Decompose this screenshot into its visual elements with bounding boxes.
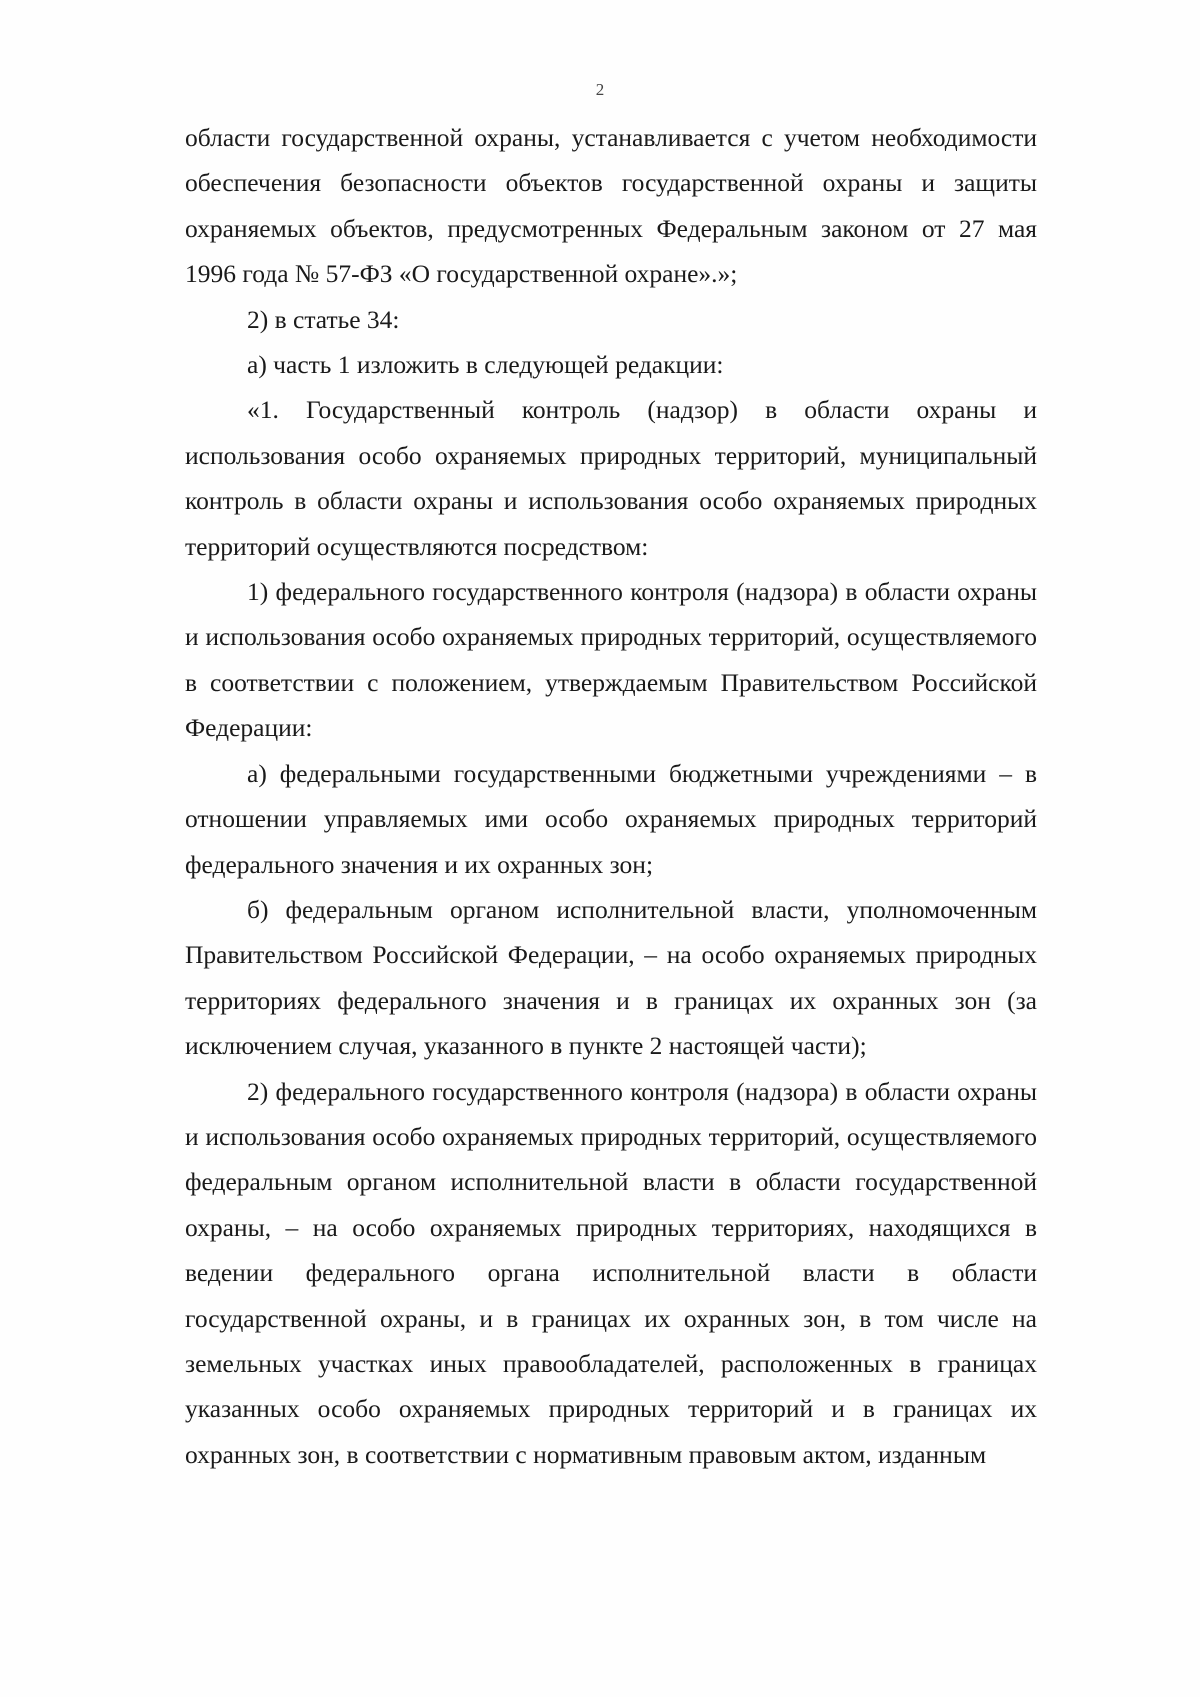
paragraph-part-1-intro: а) часть 1 изложить в следующей редакции: [247,350,724,380]
document-body [185,115,1037,1477]
paragraph-part-1-text: «1. Государственный контроль (надзор) в области охраны и использования особо охраняемых природных территорий, муниципальный контроль в области охраны и использования особо охраняемых природных территорий осуществляются посредством: [185,395,1037,561]
paragraph-continuation: области государственной охраны, устанавливается с учетом необходимости обеспечения безопасности объектов государственной охраны и защиты охраняемых объектов, предусмотренных Федеральным законом от 27 мая 1996 года № 57-ФЗ «О государственной охране».»; [185,123,1037,289]
paragraph-subitem-a: а) федеральными государственными бюджетными учреждениями – в отношении управляемых ими особо охраняемых природных территорий федерального значения и их охранных зон; [185,758,1037,879]
paragraph-article-34: 2) в статье 34: [247,304,400,334]
paragraph-subitem-b: б) федеральным органом исполнительной власти, уполномоченным Правительством Российской Федерации, – на особо охраняемых природных территориях федерального значения и в границах их охранных зон (за исключением случая, указанного в пункте 2 настоящей части); [185,894,1037,1061]
paragraph-item-2: 2) федерального государственного контроля (надзора) в области охраны и использования особо охраняемых природных территорий, осуществляемого федеральным органом исполнительной власти в области государственной охраны, – на особо охраняемых природных территориях, находящихся в ведении федерального органа исполнительной власти в области государственной охраны, и в границах их охранных зон, в том числе на земельных участках иных правообладателей, расположенных в границах указанных особо охраняемых природных территорий и в границах их охранных зон, в соответствии с нормативным правовым актом, изданным [185,1076,1037,1469]
page-number: 2 [595,80,605,99]
paragraph-item-1: 1) федерального государственного контроля (надзора) в области охраны и использования особо охраняемых природных территорий, осуществляемого в соответствии с положением, утверждаемым Правительством Российской Федерации: [185,577,1037,743]
